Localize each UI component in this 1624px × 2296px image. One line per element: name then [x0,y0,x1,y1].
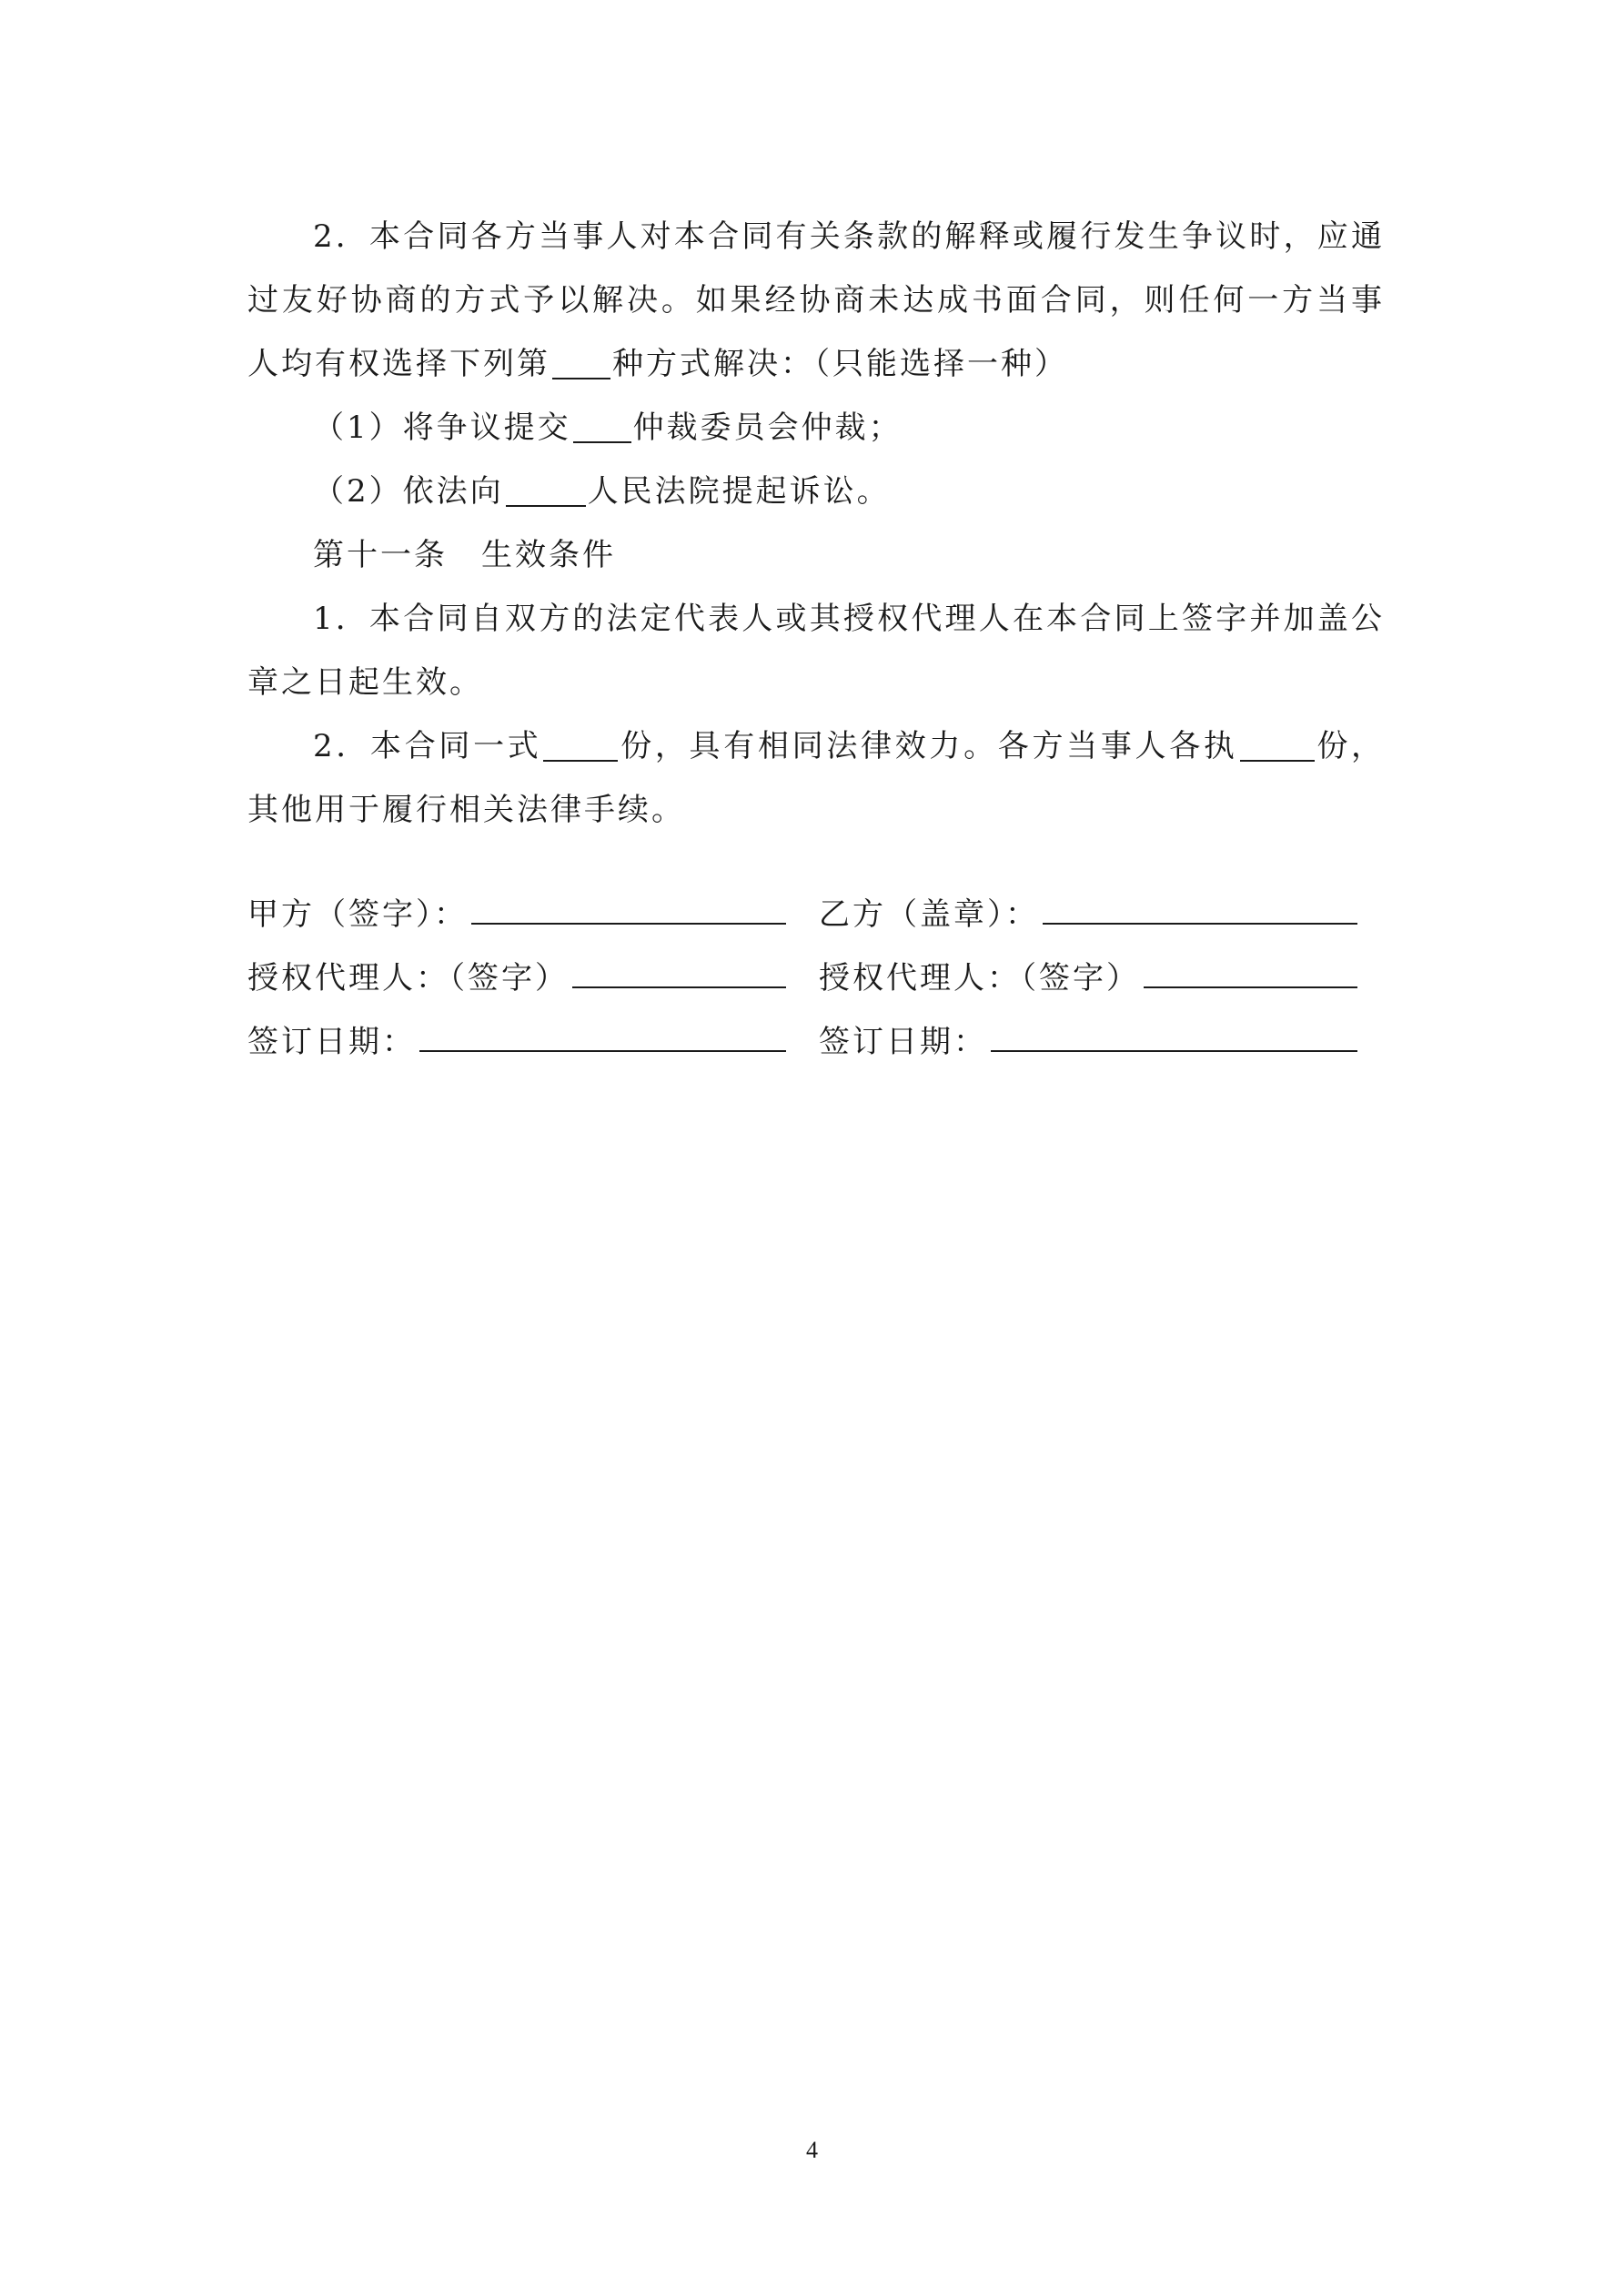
agent-b-signature-line [1144,950,1357,988]
copies-count-blank [543,729,618,762]
article-11-clause-2 [247,714,1385,842]
option-1-text: （1）将争议提交 [313,410,571,446]
signature-row-date [247,1010,1385,1074]
copies-text: 2．本合同一式 [313,728,542,764]
article-11-clause-1: 1．本合同自双方的法定代表人或其授权代理人在本合同上签字并加盖公章之日起生效。 [247,601,1385,701]
agent-b-label: 授权代理人：（签字） [819,960,1140,996]
signature-row-agent [247,946,1385,1010]
agent-a-signature-line [572,950,786,988]
date-b-label: 签订日期： [819,1024,987,1060]
dispute-option-2 [247,460,1385,523]
copies-text-mid: 份，具有相同法律效力。各方当事人各执 [620,728,1238,764]
signature-row-party [247,883,1385,946]
party-b-seal [819,883,1357,946]
agent-a-signature [247,946,786,1010]
option-2-text-end: 人民法院提起诉讼。 [587,473,891,510]
option-1-text-end: 仲裁委员会仲裁； [632,410,903,446]
party-b-label: 乙方（盖章）： [819,896,1039,933]
copies-text-end: 份，其他用于履行相关法律手续。 [247,728,1386,828]
agent-b-signature [819,946,1357,1010]
method-number-blank [552,347,610,379]
option-2-text: （2）依法向 [313,473,504,510]
date-b-line [991,1014,1357,1052]
dispute-option-1 [247,396,1385,460]
court-name-blank [506,474,586,507]
page-number: 4 [806,2137,818,2163]
party-a-label: 甲方（签字）： [247,896,468,933]
date-a-label: 签订日期： [247,1024,416,1060]
date-a-line [419,1014,786,1052]
party-a-signature-line [471,886,786,925]
dispute-clause-text-end: 种方式解决：（只能选择一种） [612,346,1068,382]
date-b [819,1010,1357,1074]
signature-block [247,883,1385,1074]
dispute-clause-2 [247,205,1385,396]
agent-a-label: 授权代理人：（签字） [247,960,569,996]
party-a-signature [247,883,786,946]
party-b-seal-line [1043,886,1357,925]
copies-each-blank [1240,729,1315,762]
contract-body [247,205,1385,842]
article-11-heading: 第十一条 生效条件 [313,537,616,573]
arbitration-commission-blank [573,410,631,443]
dispute-clause-text: 2．本合同各方当事人对本合同有关条款的解释或履行发生争议时，应通过友好协商的方式予以解决。如果经协商未达成书面合同，则任何一方当事人均有权选择下列第 [247,218,1385,382]
date-a [247,1010,786,1074]
